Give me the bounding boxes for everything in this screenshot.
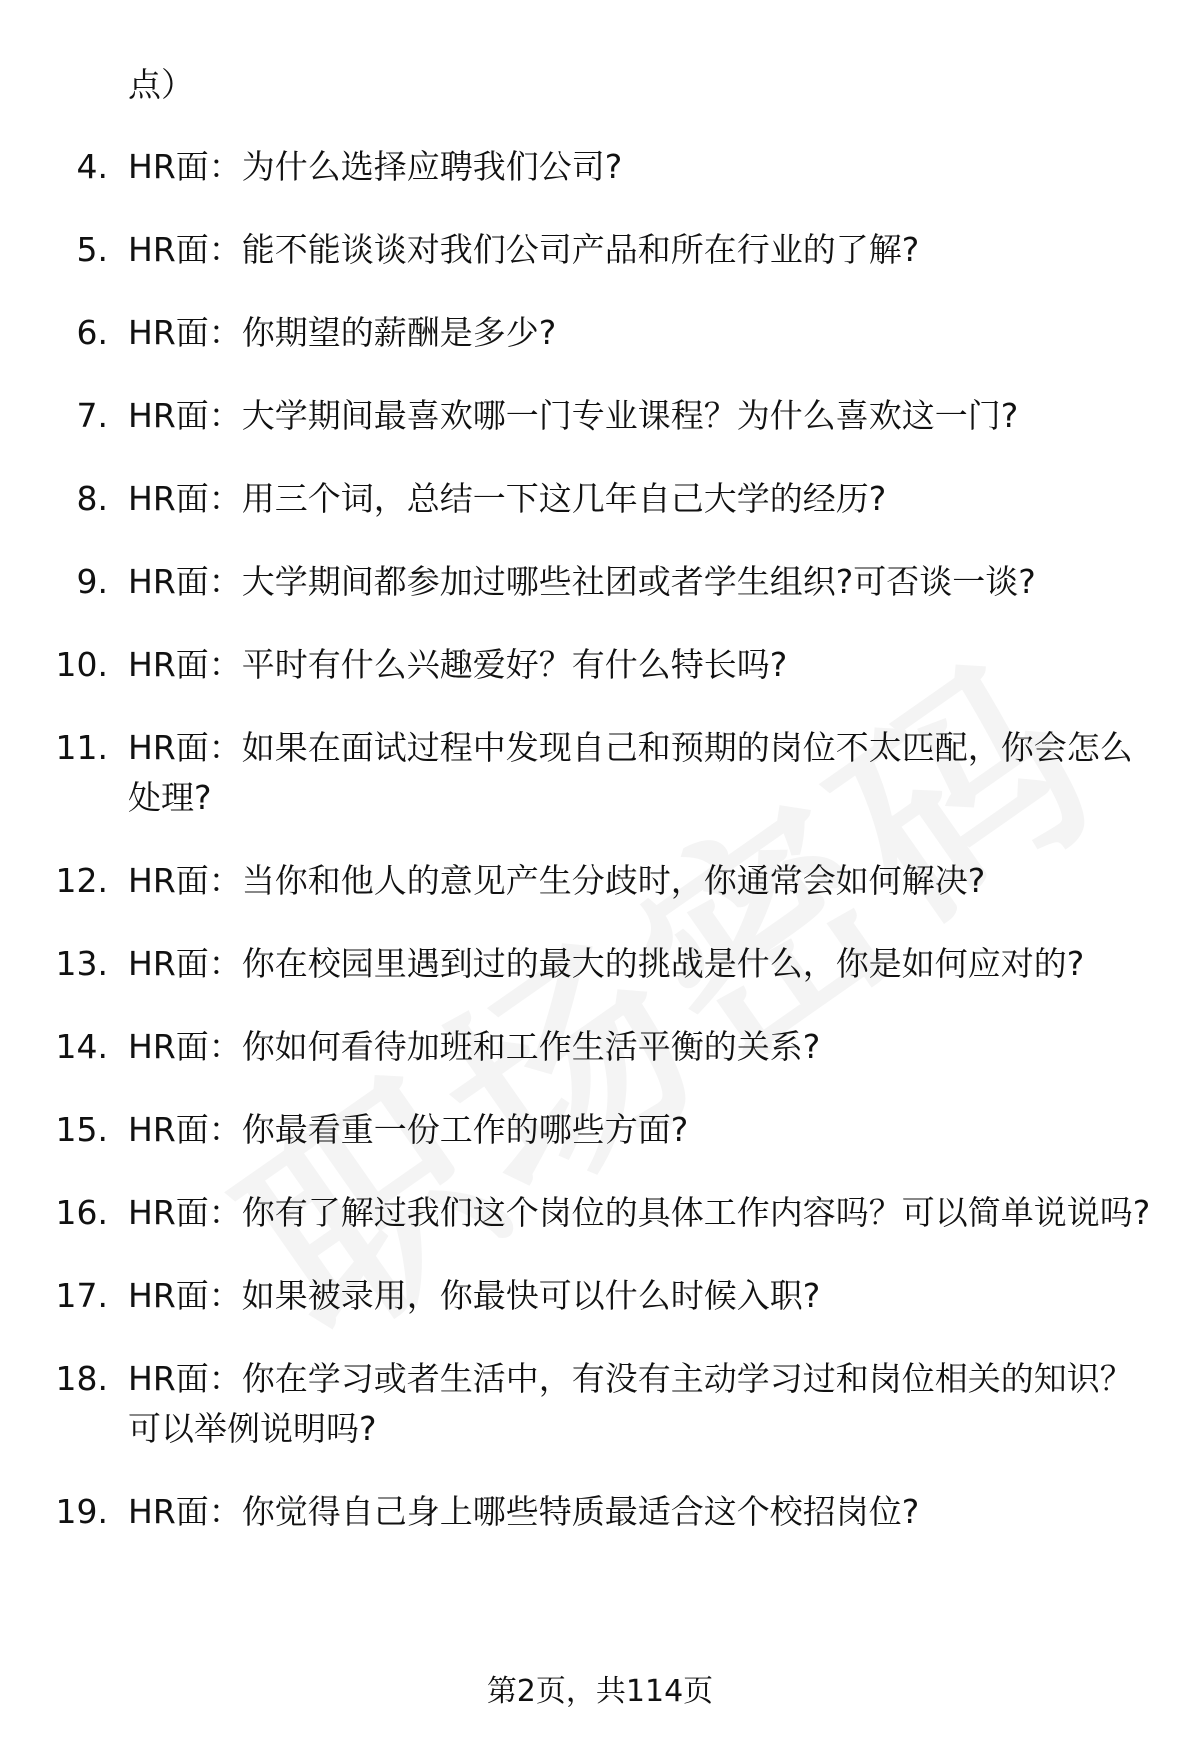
item-text: HR面：为什么选择应聘我们公司? <box>128 147 623 186</box>
item-text: HR面：如果在面试过程中发现自己和预期的岗位不太匹配，你会怎么处理? <box>128 728 1133 817</box>
item-number: 19. <box>55 1492 108 1531</box>
list-item <box>0 1188 1200 1238</box>
item-text: HR面：用三个词，总结一下这几年自己大学的经历? <box>128 479 887 518</box>
question-list <box>0 142 1200 1570</box>
list-item <box>0 142 1200 192</box>
item-number: 10. <box>55 645 108 684</box>
item-number: 18. <box>55 1359 108 1398</box>
item-text: HR面：平时有什么兴趣爱好？有什么特长吗? <box>128 645 788 684</box>
list-item <box>0 474 1200 524</box>
item-text: HR面：你期望的薪酬是多少? <box>128 313 557 352</box>
item-number: 4. <box>76 147 108 186</box>
item-number: 13. <box>55 944 108 983</box>
item-text: HR面：你在校园里遇到过的最大的挑战是什么，你是如何应对的? <box>128 944 1085 983</box>
item-number: 8. <box>76 479 108 518</box>
continuation-text: 点） <box>128 65 194 104</box>
item-number: 14. <box>55 1027 108 1066</box>
item-text: HR面：当你和他人的意见产生分歧时，你通常会如何解决? <box>128 861 986 900</box>
item-number: 17. <box>55 1276 108 1315</box>
item-number: 9. <box>76 562 108 601</box>
item-text: HR面：如果被录用，你最快可以什么时候入职? <box>128 1276 821 1315</box>
item-number: 5. <box>76 230 108 269</box>
list-item <box>0 557 1200 607</box>
list-item <box>0 1487 1200 1537</box>
item-number: 16. <box>55 1193 108 1232</box>
item-text: HR面：你如何看待加班和工作生活平衡的关系? <box>128 1027 821 1066</box>
item-text: HR面：你觉得自己身上哪些特质最适合这个校招岗位? <box>128 1492 920 1531</box>
item-number: 11. <box>55 728 108 767</box>
list-item <box>0 1354 1200 1454</box>
list-item <box>0 1105 1200 1155</box>
item-text: HR面：你最看重一份工作的哪些方面? <box>128 1110 689 1149</box>
list-item <box>0 723 1200 823</box>
item-number: 7. <box>76 396 108 435</box>
item-text: HR面：大学期间最喜欢哪一门专业课程？为什么喜欢这一门? <box>128 396 1019 435</box>
item-text: HR面：你有了解过我们这个岗位的具体工作内容吗？可以简单说说吗? <box>128 1193 1151 1232</box>
list-item <box>0 1271 1200 1321</box>
list-item <box>0 1022 1200 1072</box>
list-item <box>0 640 1200 690</box>
item-text: HR面：大学期间都参加过哪些社团或者学生组织?可否谈一谈? <box>128 562 1036 601</box>
list-item <box>0 308 1200 358</box>
item-number: 6. <box>76 313 108 352</box>
item-text: HR面：你在学习或者生活中，有没有主动学习过和岗位相关的知识？可以举例说明吗? <box>128 1359 1133 1448</box>
list-item <box>0 225 1200 275</box>
page-footer: 第2页，共114页 <box>486 1674 714 1709</box>
list-item <box>0 939 1200 989</box>
list-item <box>0 856 1200 906</box>
item-text: HR面：能不能谈谈对我们公司产品和所在行业的了解? <box>128 230 920 269</box>
list-item <box>0 391 1200 441</box>
item-number: 15. <box>55 1110 108 1149</box>
item-number: 12. <box>55 861 108 900</box>
